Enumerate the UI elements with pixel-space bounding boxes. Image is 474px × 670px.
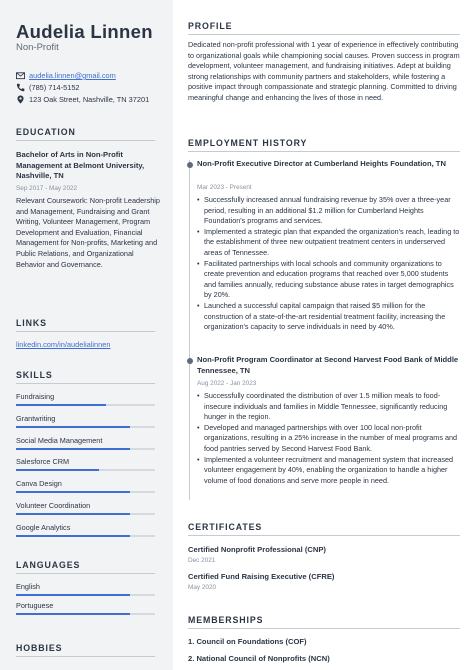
certificate-date: Dec 2021 [188, 557, 216, 564]
certificate-date: May 2020 [188, 584, 217, 591]
skill-level-fill [16, 448, 130, 450]
main-content [173, 0, 474, 670]
timeline-line [189, 160, 190, 500]
skill-level-bar [16, 535, 155, 537]
job-dates: Mar 2023 - Present [197, 184, 252, 191]
contact-phone [16, 82, 80, 93]
job-bullet: • Developed and managed partnerships with over 100 local non-profit organizations, resulting in a 25% increase in the number of meal programs and food pantries served by Second Harvest Food Bank. [204, 423, 461, 455]
skill-level-fill [16, 426, 130, 428]
language-name: English [16, 582, 40, 591]
timeline-dot-icon [187, 162, 193, 168]
hobbies-divider [16, 656, 155, 657]
skill-level-bar [16, 426, 155, 428]
candidate-title: Non-Profit [16, 42, 59, 53]
language-name: Portuguese [16, 600, 54, 610]
skill-name: Social Media Management [16, 435, 103, 445]
skill-name: Fundraising [16, 392, 55, 401]
job-bullet: • Facilitated partnerships with local schools and community organizations to create prevention and education programs that reached over 5,000 students and families annually, reducing substance abuse rates in target demographics by 20%. [204, 259, 461, 301]
skill-name: Volunteer Coordination [16, 501, 91, 510]
membership-item: 1. Council on Foundations (COF) [188, 637, 307, 646]
skill-level-fill [16, 491, 130, 493]
certificate-name: Certified Nonprofit Professional (CNP) [188, 545, 326, 554]
languages-divider [16, 573, 155, 574]
skill-level-bar [16, 448, 155, 450]
skill-name: Canva Design [16, 479, 62, 489]
certificates-divider [188, 535, 460, 536]
envelope-icon [16, 71, 25, 80]
links-divider [16, 331, 155, 332]
job-bullet: • Successfully increased annual fundraising revenue by 35% over a three-year period, resulting in an additional $1.2 million for Cumberland Heights Foundation's programs and services. [204, 195, 461, 227]
education-dates: Sep 2017 - May 2022 [16, 185, 78, 192]
education-degree: Bachelor of Arts in Non-Profit Management at Belmont University, Nashville, TN [16, 150, 145, 181]
contact-email[interactable] [16, 70, 116, 81]
memberships-heading: MEMBERSHIPS [188, 615, 264, 625]
job-dates: Aug 2022 - Jan 2023 [197, 380, 257, 387]
links-heading: LINKS [16, 318, 47, 328]
job-bullet: • Implemented a volunteer recruitment and management system that increased volunteer engagement by 40%, enabling the organization to handle a higher volume of food donations and serve more people in need. [204, 455, 461, 487]
job-bullet: • Successfully coordinated the distribution of over 1.5 million meals to food-insecure individuals and families in Middle Tennessee, significantly reducing hunger in the region. [204, 391, 461, 423]
certificate-name: Certified Fund Raising Executive (CFRE) [188, 572, 335, 581]
education-divider [16, 140, 155, 141]
skill-name: Salesforce CRM [16, 457, 70, 467]
skill-level-fill [16, 513, 130, 515]
hobbies-heading: HOBBIES [16, 643, 63, 653]
skill-name: Grantwriting [16, 413, 56, 423]
timeline-dot-icon [187, 358, 193, 364]
employment-heading: EMPLOYMENT HISTORY [188, 138, 308, 148]
memberships-divider [188, 628, 460, 629]
language-level-bar [16, 594, 155, 596]
skill-level-fill [16, 404, 106, 406]
email-link[interactable]: audelia.linnen@gmail.com [29, 71, 116, 80]
skill-level-bar [16, 404, 155, 406]
skill-level-fill [16, 535, 130, 537]
employment-divider [188, 151, 460, 152]
sidebar [0, 0, 173, 670]
languages-heading: LANGUAGES [16, 560, 81, 570]
job-bullets [204, 195, 461, 333]
profile-divider [188, 34, 460, 35]
location-pin-icon [16, 95, 25, 104]
skill-level-bar [16, 491, 155, 493]
job-title: Non-Profit Program Coordinator at Second Harvest Food Bank of Middle Tennessee, TN [197, 355, 459, 375]
membership-item: 2. National Council of Nonprofits (NCN) [188, 654, 330, 663]
profile-heading: PROFILE [188, 21, 233, 31]
job-title: Non-Profit Executive Director at Cumberland Heights Foundation, TN [197, 159, 446, 168]
skill-name: Google Analytics [16, 522, 71, 532]
language-level-fill [16, 613, 130, 615]
job-bullet: • Implemented a strategic plan that expanded the organization's reach, leading to the establishment of three new outpatient treatment centers in underserved areas of Tennessee. [204, 227, 461, 259]
language-level-bar [16, 613, 155, 615]
skills-heading: SKILLS [16, 370, 53, 380]
phone-icon [16, 83, 25, 92]
language-level-fill [16, 594, 130, 596]
skill-level-fill [16, 469, 99, 471]
candidate-name: Audelia Linnen [16, 21, 153, 42]
skill-level-bar [16, 469, 155, 471]
education-heading: EDUCATION [16, 127, 76, 137]
job-bullet: • Launched a successful capital campaign that raised $5 million for the construction of a state-of-the-art residential treatment facility, increasing the organization's capacity to serve individuals in need by 40%. [204, 301, 461, 333]
linkedin-link[interactable]: linkedin.com/in/audelialinnen [16, 340, 111, 349]
skills-divider [16, 383, 155, 384]
profile-summary: Dedicated non-profit professional with 1 year of experience in effectively contributing to organizational goals while championing social causes. Proven success in program development, volunteer management, and fundraising initiatives. Adept at building strong relationships with community partners and stakeholders, while fostering a positive impact through compassionate and strategic planning. Committed to driving meaningful change and enhancing the lives of those in need. [188, 40, 460, 102]
job-bullets [204, 391, 461, 486]
education-coursework: Relevant Coursework: Non-profit Leadership and Management, Fundraising and Grant Writing, Volunteer Management, Program Development and Evaluation, Financial Management for Non-profits, Marketing and Public Relations, and Organizational Behavior and Governance. [16, 196, 160, 269]
skill-level-bar [16, 513, 155, 515]
certificates-heading: CERTIFICATES [188, 522, 263, 532]
contact-address [16, 94, 149, 105]
phone-text: (785) 714-5152 [29, 83, 80, 92]
address-text: 123 Oak Street, Nashville, TN 37201 [29, 95, 150, 104]
